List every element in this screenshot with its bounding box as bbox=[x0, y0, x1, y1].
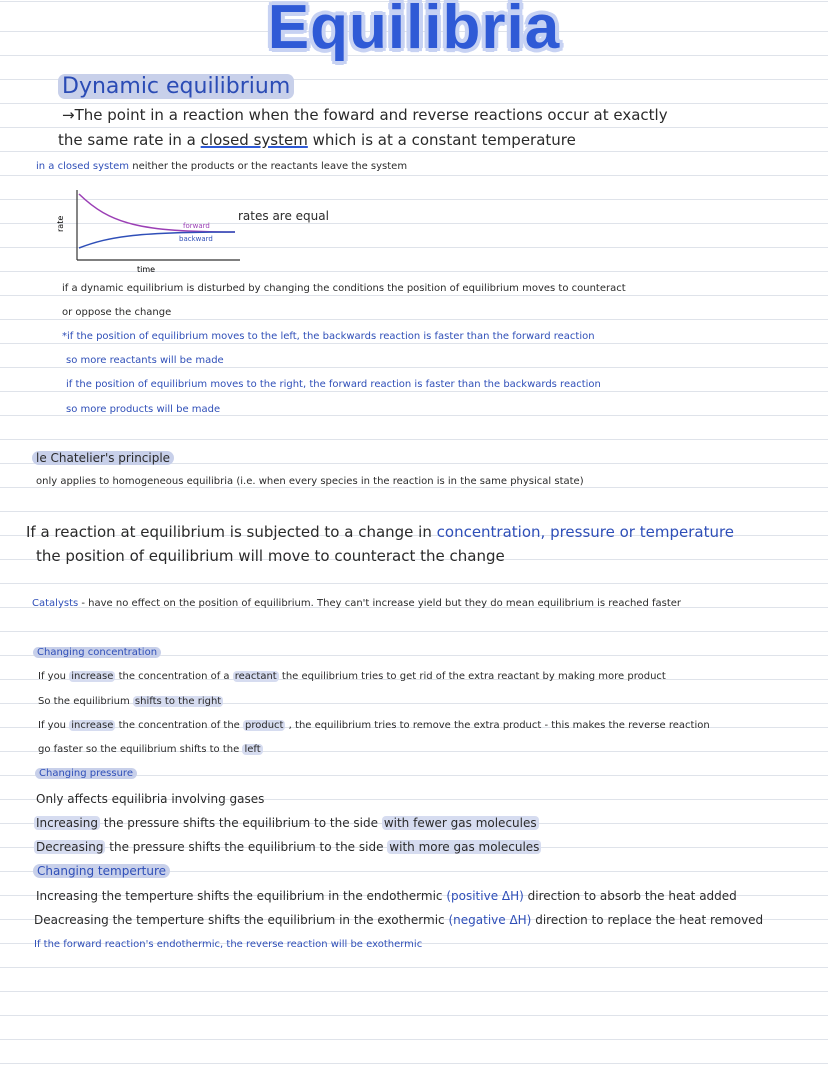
forward-curve bbox=[79, 194, 235, 232]
disturb-line-3: *if the position of equilibrium moves to the left, the backwards reaction is faster than the forward reaction bbox=[62, 331, 595, 342]
disturb-line-6: so more products will be made bbox=[66, 404, 221, 415]
disturb-line-2: or oppose the change bbox=[62, 307, 172, 318]
temperature-line-3: If the forward reaction's endothermic, the reverse reaction will be exothermic bbox=[34, 939, 423, 950]
disturb-line-1: if a dynamic equilibrium is disturbed by changing the conditions the position of equilibrium moves to counteract bbox=[62, 283, 626, 294]
arrow-icon: → bbox=[62, 106, 75, 124]
definition-line-1: →The point in a reaction when the foward and reverse reactions occur at exactly bbox=[62, 106, 668, 124]
rate-time-graph bbox=[55, 186, 245, 276]
concentration-line-2: So the equilibrium shifts to the right bbox=[38, 696, 222, 707]
disturb-line-4: so more reactants will be made bbox=[66, 355, 224, 366]
pressure-line-2: Increasing the pressure shifts the equilibrium to the side with fewer gas molecules bbox=[36, 816, 537, 830]
concentration-heading: Changing concentration bbox=[33, 647, 161, 658]
concentration-line-1: If you increase the concentration of a reactant the equilibrium tries to get rid of the extra reactant by making more product bbox=[38, 671, 666, 682]
chatelier-para-2: the position of equilibrium will move to counteract the change bbox=[36, 547, 505, 565]
chatelier-line-1: only applies to homogeneous equilibria (i.e. when every species in the reaction is in the same physical state) bbox=[36, 476, 584, 487]
backward-label: backward bbox=[179, 235, 213, 243]
temperature-heading: Changing temperture bbox=[33, 864, 170, 878]
disturb-line-5: if the position of equilibrium moves to the right, the forward reaction is faster than the backwards reaction bbox=[66, 379, 601, 390]
page-title: Equilibria bbox=[267, 0, 561, 62]
temperature-line-2: Deacreasing the temperture shifts the equilibrium in the exothermic (negative ΔH) direction to replace the heat removed bbox=[34, 913, 764, 927]
catalysts-line: Catalysts - have no effect on the position of equilibrium. They can't increase yield but they do mean equilibrium is reached faster bbox=[32, 598, 682, 609]
chatelier-heading: le Chatelier's principle bbox=[32, 451, 174, 465]
pressure-line-1: Only affects equilibria involving gases bbox=[36, 792, 265, 806]
concentration-line-3: If you increase the concentration of the product , the equilibrium tries to remove the extra product - this makes the reverse reaction bbox=[38, 720, 710, 731]
dynamic-equilibrium-heading: Dynamic equilibrium bbox=[58, 74, 294, 99]
concentration-line-4: go faster so the equilibrium shifts to the left bbox=[38, 744, 261, 755]
y-axis-label: rate bbox=[56, 215, 65, 232]
definition-line-2: the same rate in a closed system which is at a constant temperature bbox=[58, 131, 576, 149]
forward-label: forward bbox=[183, 222, 210, 230]
rates-equal-label: rates are equal bbox=[238, 209, 329, 223]
chatelier-para-1: If a reaction at equilibrium is subjected to a change in concentration, pressure or temperature bbox=[26, 523, 735, 541]
x-axis-label: time bbox=[137, 265, 156, 274]
closed-system-term: closed system bbox=[200, 131, 308, 149]
pressure-line-3: Decreasing the pressure shifts the equilibrium to the side with more gas molecules bbox=[36, 840, 540, 854]
pressure-heading: Changing pressure bbox=[35, 768, 137, 779]
closed-system-note: in a closed system neither the products or the reactants leave the system bbox=[36, 161, 408, 172]
temperature-line-1: Increasing the temperture shifts the equilibrium in the endothermic (positive ΔH) direction to absorb the heat added bbox=[36, 889, 737, 903]
